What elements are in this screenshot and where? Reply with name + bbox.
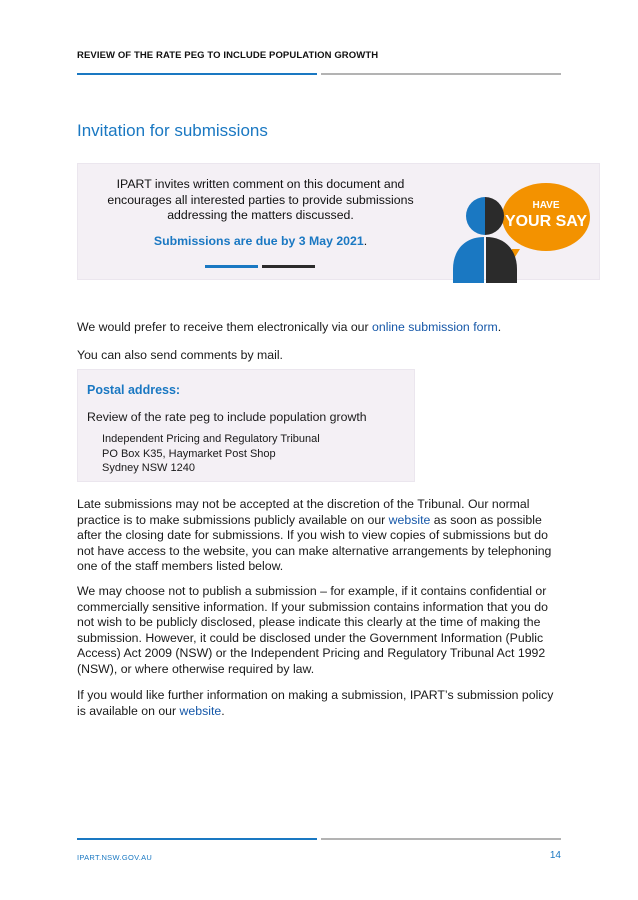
paragraph-late-submissions bbox=[77, 497, 562, 575]
para-text: Late submissions may not be accepted at the discretion of the Tribunal. Our normal practice is to make submissions publicly available on our bbox=[77, 497, 530, 527]
callout-rule-dark bbox=[262, 265, 315, 268]
para-text: as soon as possible after the closing date for submissions. If you wish to view copies of submissions but do not have access to the website, you can make alternative arrangements by telephoning one of the staff members listed below. bbox=[77, 512, 552, 573]
running-header: REVIEW OF THE RATE PEG TO INCLUDE POPULATION GROWTH bbox=[77, 50, 379, 61]
para-text: . bbox=[221, 703, 225, 718]
address-line: Independent Pricing and Regulatory Tribunal bbox=[102, 433, 320, 445]
bubble-text-bottom: YOUR SAY bbox=[504, 213, 588, 230]
postal-address bbox=[102, 432, 320, 476]
address-line: PO Box K35, Haymarket Post Shop bbox=[102, 447, 276, 460]
para-text: If you would like further information on making a submission, IPART’s submission policy is available on our bbox=[77, 688, 554, 718]
footer-rule-grey bbox=[321, 838, 561, 840]
due-date-line bbox=[98, 234, 423, 248]
para-text: We would prefer to receive them electronically via our bbox=[77, 320, 373, 334]
footer-rule-blue bbox=[77, 838, 317, 840]
paragraph-confidential: We may choose not to publish a submission – for example, if it contains confidential or commercially sensitive information. If your submission contains information that you do not wish to be publicly disclosed, please indicate this clearly at the time of making the submission. However, it could be disclosed under the Government Information (Public Access) Act 2009 (NSW) or the Independent Pricing and Regulatory Tribunal Act 1992 (NSW), or where otherwise required by law. bbox=[77, 584, 548, 676]
callout-rule-blue bbox=[205, 265, 258, 268]
para-text: . bbox=[497, 320, 502, 334]
footer-url: IPART.NSW.GOV.AU bbox=[77, 853, 153, 862]
due-date-end: . bbox=[363, 234, 368, 248]
paragraph-mail: You can also send comments by mail. bbox=[77, 348, 283, 362]
callout-text bbox=[98, 177, 423, 224]
callout-line: IPART invites written comment on this document and bbox=[116, 177, 405, 191]
postal-reference: Review of the rate peg to include population growth bbox=[87, 410, 367, 424]
have-your-say-icon bbox=[450, 173, 598, 283]
section-title: Invitation for submissions bbox=[77, 121, 268, 140]
postal-heading: Postal address: bbox=[87, 383, 181, 397]
submission-callout bbox=[77, 163, 600, 280]
callout-line: addressing the matters discussed. bbox=[167, 208, 354, 222]
postal-address-box bbox=[77, 369, 415, 482]
header-rule-blue bbox=[77, 73, 317, 75]
paragraph-policy bbox=[77, 688, 562, 719]
website-link[interactable]: website bbox=[388, 512, 431, 527]
online-submission-form-link[interactable]: online submission form bbox=[372, 320, 498, 334]
page-number: 14 bbox=[549, 850, 561, 861]
policy-website-link[interactable]: website bbox=[179, 703, 222, 718]
due-date: Submissions are due by 3 May 2021 bbox=[153, 234, 364, 248]
header-rule-grey bbox=[321, 73, 561, 75]
paragraph-online bbox=[77, 320, 562, 336]
address-line: Sydney NSW 1240 bbox=[102, 462, 195, 474]
callout-line: encourages all interested parties to provide submissions bbox=[107, 192, 414, 207]
bubble-text-top: HAVE bbox=[532, 200, 560, 211]
